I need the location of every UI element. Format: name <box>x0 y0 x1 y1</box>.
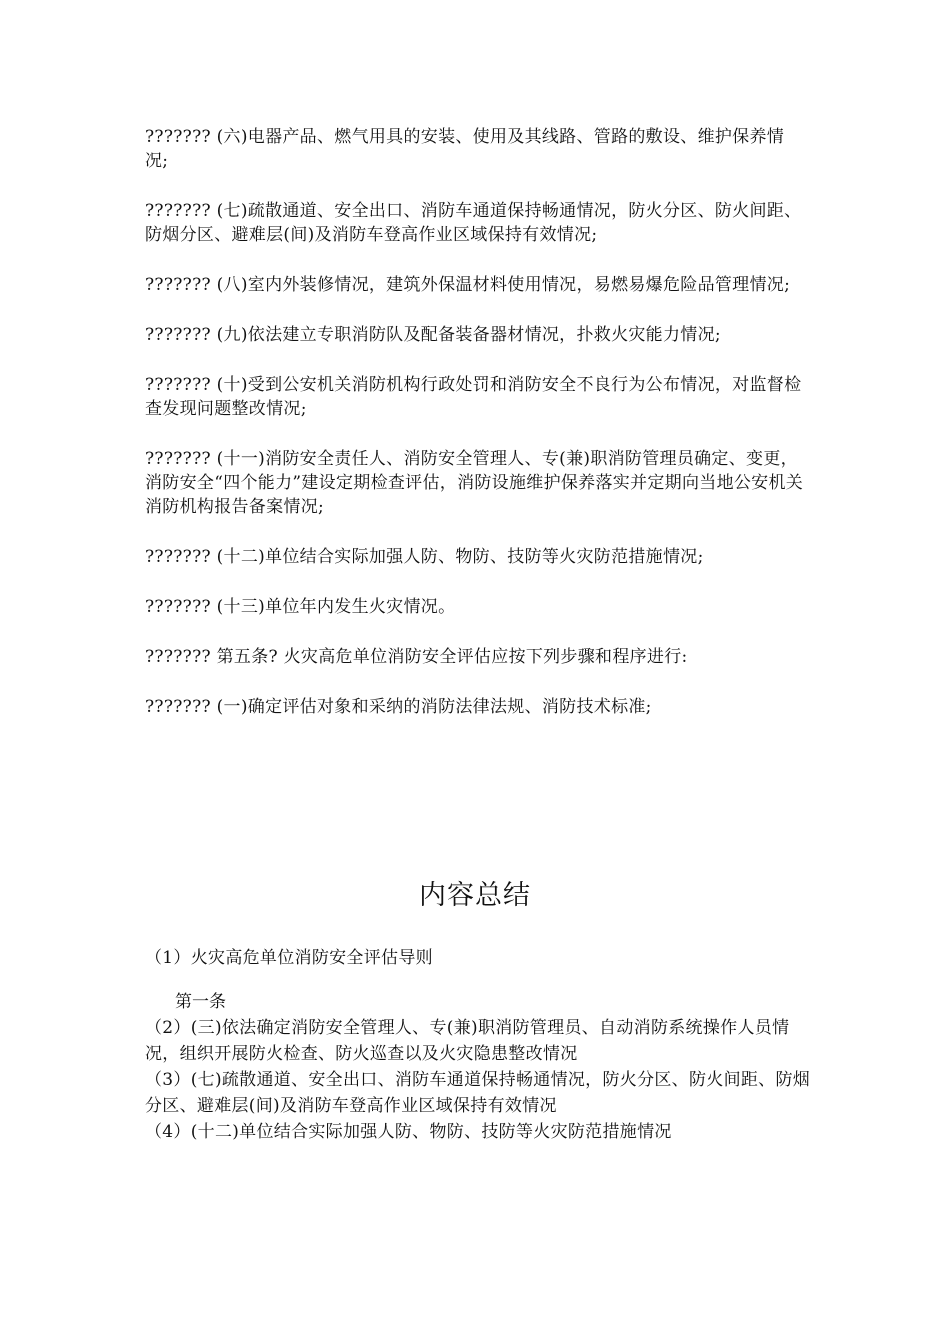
paragraph-item-9: ??????? (九)依法建立专职消防队及配备装备器材情况，扑救火灾能力情况; <box>145 325 721 345</box>
paragraph-item-10: ??????? (十)受到公安机关消防机构行政处罚和消防安全不良行为公布情况，对监督检查发现问题整改情况; <box>145 375 802 419</box>
summary-title: 内容总结 <box>419 880 531 911</box>
paragraph-item-7: ??????? (七)疏散通道、安全出口、消防车通道保持畅通情况，防火分区、防火间距、防烟分区、避难层(间)及消防车登高作业区域保持有效情况; <box>145 201 802 245</box>
paragraph-item-12: ??????? (十二)单位结合实际加强人防、物防、技防等火灾防范措施情况; <box>145 547 704 567</box>
paragraph-article-5: ??????? 第五条? 火灾高危单位消防安全评估应按下列步骤和程序进行: <box>145 647 688 667</box>
summary-item-3: （3）(七)疏散通道、安全出口、消防车通道保持畅通情况，防火分区、防火间距、防烟分区、避难层(间)及消防车登高作业区域保持有效情况 <box>145 1070 811 1116</box>
summary-item-1-sub: 第一条 <box>175 992 226 1012</box>
paragraph-item-8: ??????? (八)室内外装修情况，建筑外保温材料使用情况，易燃易爆危险品管理情况; <box>145 275 791 295</box>
paragraph-item-13: ??????? (十三)单位年内发生火灾情况。 <box>145 597 456 617</box>
paragraph-step-1: ??????? (一)确定评估对象和采纳的消防法律法规、消防技术标准; <box>145 697 652 717</box>
paragraph-item-6: ??????? (六)电器产品、燃气用具的安装、使用及其线路、管路的敷设、维护保养情况; <box>145 127 785 171</box>
summary-item-4: （4）(十二)单位结合实际加强人防、物防、技防等火灾防范措施情况 <box>145 1122 672 1142</box>
paragraph-item-11: ??????? (十一)消防安全责任人、消防安全管理人、专(兼)职消防管理员确定、变更，消防安全“四个能力”建设定期检查评估，消防设施维护保养落实并定期向当地公安机关消防机构报告备案情况; <box>145 449 804 517</box>
summary-item-1: （1）火灾高危单位消防安全评估导则 <box>145 948 433 968</box>
summary-item-2: （2）(三)依法确定消防安全管理人、专(兼)职消防管理员、自动消防系统操作人员情况，组织开展防火检查、防火巡查以及火灾隐患整改情况 <box>145 1018 790 1064</box>
summary-list <box>145 945 815 1145</box>
document-body <box>145 125 805 745</box>
